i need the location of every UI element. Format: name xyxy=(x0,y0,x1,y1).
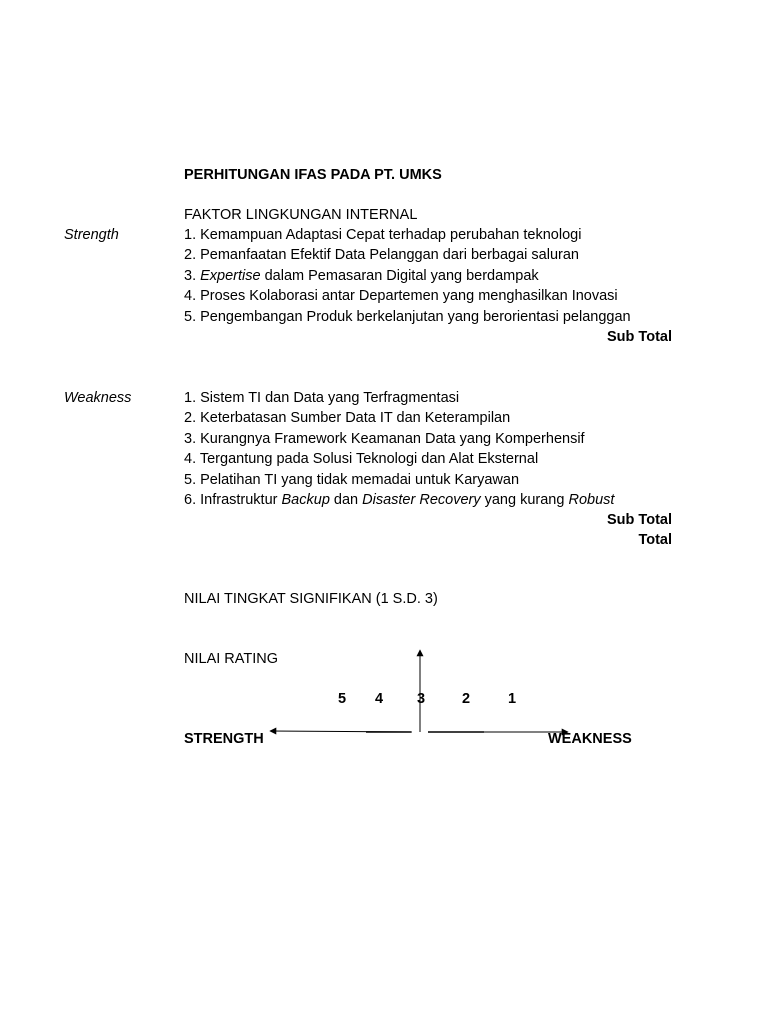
strength-label: Strength xyxy=(64,227,119,243)
strength-item-text: 3. xyxy=(184,267,201,284)
weakness-item-text: 3. Kurangnya Framework Keamanan Data yang Komperhensif xyxy=(184,430,585,447)
weakness-item-5 xyxy=(184,471,519,489)
weakness-axis-label: WEAKNESS xyxy=(548,731,632,747)
left-axis-arrow xyxy=(270,731,412,732)
strength-subtotal-label: Sub Total xyxy=(607,329,672,345)
strength-item-4 xyxy=(184,287,618,305)
strength-item-2 xyxy=(184,246,579,264)
strength-item-text: 2. Pemanfaatan Efektif Data Pelanggan dari berbagai saluran xyxy=(184,247,579,264)
strength-item-text: 5. Pengembangan Produk berkelanjutan yang berorientasi pelanggan xyxy=(184,308,631,325)
strength-item-text: 4. Proses Kolaborasi antar Departemen yang menghasilkan Inovasi xyxy=(184,288,618,305)
strength-item-text: Expertise xyxy=(200,267,261,284)
weakness-item-text: 6. Infrastruktur xyxy=(184,492,282,508)
section-heading: FAKTOR LINGKUNGAN INTERNAL xyxy=(184,207,418,223)
weakness-subtotal-label: Sub Total xyxy=(607,512,672,528)
rating-scale-value: 2 xyxy=(462,691,471,707)
weakness-item-text: yang kurang xyxy=(480,492,569,508)
weakness-item-text: Robust xyxy=(568,492,615,508)
weakness-item-text: Backup xyxy=(281,492,330,508)
strength-item-5 xyxy=(184,308,631,326)
weakness-item-text: 1. Sistem TI dan Data yang Terfragmentasi xyxy=(184,390,460,406)
strength-item-1 xyxy=(184,226,581,244)
rating-scale-value: 1 xyxy=(508,691,517,707)
weakness-item-text: 5. Pelatihan TI yang tidak memadai untuk Karyawan xyxy=(184,471,520,488)
strength-item-3 xyxy=(184,267,539,285)
total-label: Total xyxy=(638,532,672,548)
rating-scale-value: 3 xyxy=(417,691,426,707)
weakness-item-text: 2. Keterbatasan Sumber Data IT dan Keterampilan xyxy=(184,410,511,427)
weakness-item-6 xyxy=(184,491,614,509)
weakness-item-text: dan xyxy=(329,492,363,508)
strength-axis-label: STRENGTH xyxy=(184,731,264,747)
rating-scale-value: 4 xyxy=(375,691,384,707)
rating-heading: NILAI RATING xyxy=(184,651,278,667)
weakness-item-2 xyxy=(184,409,510,427)
weakness-label: Weakness xyxy=(64,390,132,406)
weakness-item-4 xyxy=(184,450,538,468)
weakness-item-text: Disaster Recovery xyxy=(362,492,481,508)
strength-item-text: dalam Pemasaran Digital yang berdampak xyxy=(260,267,539,284)
strength-item-text: 1. Kemampuan Adaptasi Cepat terhadap perubahan teknologi xyxy=(184,227,582,243)
significance-heading: NILAI TINGKAT SIGNIFIKAN (1 S.D. 3) xyxy=(184,591,438,607)
rating-scale-value: 5 xyxy=(338,691,347,707)
weakness-item-3 xyxy=(184,430,585,448)
weakness-item-1 xyxy=(184,389,459,407)
document-title: PERHITUNGAN IFAS PADA PT. UMKS xyxy=(184,167,442,183)
weakness-item-text: 4. Tergantung pada Solusi Teknologi dan Alat Eksternal xyxy=(184,451,539,468)
